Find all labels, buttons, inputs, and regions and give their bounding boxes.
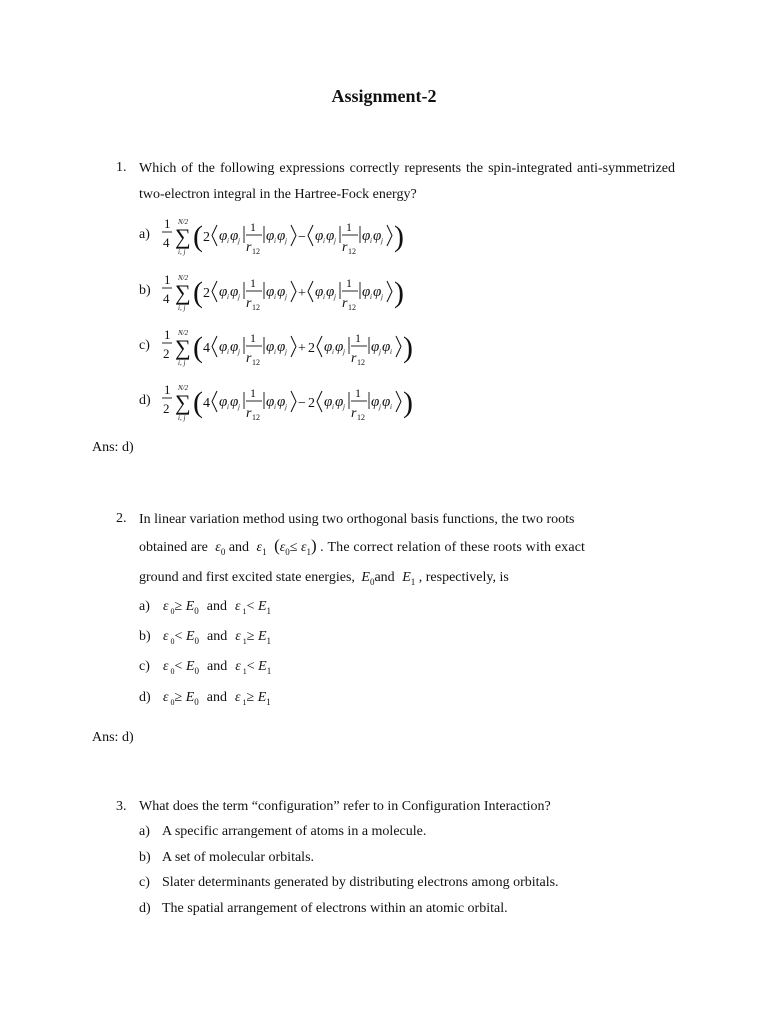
large-paren-right: ) <box>394 276 404 309</box>
summation-symbol: ∑ <box>175 224 191 249</box>
r-subscript: 12 <box>252 358 260 367</box>
phi-symbol: φ <box>315 284 324 300</box>
phi-symbol: φ <box>230 394 239 410</box>
q2-option-relation: ε $_0< E_0$ <box>163 659 199 676</box>
phi-symbol: φ <box>219 228 228 244</box>
right-angle-bracket <box>387 225 392 246</box>
phi-symbol: φ <box>315 228 324 244</box>
coefficient-1: 2 <box>203 230 210 245</box>
q3-option-text: Slater determinants generated by distributing electrons among orbitals. <box>162 875 559 890</box>
right-angle-bracket <box>396 336 401 357</box>
epsilon-0-symbol: $\varepsilon_0$ <box>215 540 226 557</box>
phi-symbol: φ <box>230 339 239 355</box>
q3-option-b <box>139 850 314 866</box>
r-subscript: 12 <box>348 303 356 312</box>
coefficient-1: 4 <box>203 341 210 356</box>
right-angle-bracket <box>291 391 296 412</box>
q2-option-label: d) <box>139 690 151 705</box>
question-1-number: 1. <box>116 160 127 175</box>
q2-respectively-text: , respectively, is <box>418 570 509 585</box>
fraction-numerator: 1 <box>250 220 256 234</box>
prefactor-numerator: 1 <box>164 272 171 287</box>
phi-index: i <box>332 348 334 356</box>
q2-option-and: and <box>207 629 228 644</box>
r-subscript: 12 <box>252 303 260 312</box>
phi-index: j <box>285 237 287 245</box>
summation-symbol: ∑ <box>175 390 191 415</box>
q3-option-text: The spatial arrangement of electrons within an atomic orbital. <box>162 901 508 916</box>
coefficient-1: 2 <box>203 286 210 301</box>
phi-index: i <box>274 403 276 411</box>
r-subscript: 12 <box>252 247 260 256</box>
q1-option-a-label: a) <box>139 227 150 242</box>
operator: + <box>298 341 306 356</box>
large-paren-right: ) <box>394 220 404 253</box>
left-angle-bracket <box>212 281 217 302</box>
phi-symbol: φ <box>266 228 275 244</box>
question-2-answer: Ans: d) <box>92 730 134 745</box>
right-angle-bracket <box>291 281 296 302</box>
q3-option-label: c) <box>139 875 150 890</box>
left-angle-bracket <box>317 336 322 357</box>
prefactor-numerator: 1 <box>164 382 171 397</box>
phi-index: j <box>381 293 383 301</box>
phi-symbol: φ <box>230 284 239 300</box>
q2-option-label: a) <box>139 599 150 614</box>
phi-index: j <box>285 293 287 301</box>
q2-option-b <box>139 629 271 646</box>
q2-option-label: c) <box>139 659 150 674</box>
q2-relation-text: . The correct relation of these roots with exact <box>320 540 586 555</box>
q3-option-label: a) <box>139 824 150 839</box>
phi-symbol: φ <box>373 284 382 300</box>
page-title: Assignment-2 <box>331 86 437 106</box>
r-symbol: r <box>351 351 357 366</box>
sum-lower-limit: i, j <box>178 414 186 422</box>
large-paren-left: ( <box>193 220 203 253</box>
q3-option-d <box>139 901 508 917</box>
fraction-numerator: 1 <box>250 276 256 290</box>
phi-symbol: φ <box>266 339 275 355</box>
right-angle-bracket <box>396 391 401 412</box>
q2-option-relation-2: ε $_1\ge E_1$ <box>235 629 271 646</box>
q3-option-c <box>139 875 559 891</box>
summation-symbol: ∑ <box>175 280 191 305</box>
phi-index: i <box>323 293 325 301</box>
r-symbol: r <box>342 240 348 255</box>
q1-option-d-label: d) <box>139 393 151 408</box>
phi-symbol: φ <box>219 394 228 410</box>
coefficient-1: 4 <box>203 396 210 411</box>
question-2-line-2 <box>139 533 675 565</box>
phi-symbol: φ <box>371 339 380 355</box>
prefactor-denominator: 2 <box>163 346 170 361</box>
r-subscript: 12 <box>357 413 365 422</box>
operator: − <box>298 230 306 245</box>
q2-ground-text: ground and first excited state energies, <box>139 570 355 585</box>
phi-index: j <box>238 237 240 245</box>
q3-option-label: d) <box>139 901 151 916</box>
r-symbol: r <box>342 296 348 311</box>
large-paren-right: ) <box>403 386 413 419</box>
phi-index: j <box>334 293 336 301</box>
phi-symbol: φ <box>219 339 228 355</box>
q1-option-d-formula <box>162 380 432 430</box>
phi-symbol: φ <box>382 394 391 410</box>
phi-index: i <box>390 348 392 356</box>
q1-option-b-formula <box>162 270 432 320</box>
r-symbol: r <box>246 351 252 366</box>
prefactor-denominator: 4 <box>163 291 170 306</box>
phi-symbol: φ <box>373 228 382 244</box>
phi-index: j <box>238 403 240 411</box>
fraction-numerator: 1 <box>250 331 256 345</box>
phi-symbol: φ <box>362 284 371 300</box>
q3-option-text: A set of molecular orbitals. <box>162 850 315 865</box>
phi-index: j <box>285 348 287 356</box>
large-paren-right: ) <box>403 331 413 364</box>
q2-option-relation: ε $_0\ge E_0$ <box>163 599 199 616</box>
question-2-line-3 <box>139 565 509 595</box>
r-symbol: r <box>246 406 252 421</box>
left-angle-bracket <box>308 225 313 246</box>
operator: − <box>298 396 306 411</box>
fraction-numerator: 1 <box>355 386 361 400</box>
left-angle-bracket <box>317 391 322 412</box>
phi-symbol: φ <box>230 228 239 244</box>
phi-index: i <box>227 348 229 356</box>
q1-option-b-label: b) <box>139 283 151 298</box>
question-2-line-1: In linear variation method using two orthogonal basis functions, the two roots <box>139 512 575 527</box>
phi-index: i <box>323 237 325 245</box>
large-paren-left: ( <box>193 386 203 419</box>
sum-lower-limit: i, j <box>178 248 186 256</box>
fraction-numerator: 1 <box>355 331 361 345</box>
sum-upper-limit: N/2 <box>178 329 189 337</box>
left-angle-bracket <box>308 281 313 302</box>
sum-upper-limit: N/2 <box>178 384 189 392</box>
q2-and-text-2: and <box>374 570 395 585</box>
phi-index: i <box>370 237 372 245</box>
summation-symbol: ∑ <box>175 335 191 360</box>
phi-symbol: φ <box>266 394 275 410</box>
q2-option-and: and <box>207 659 228 674</box>
epsilon-order-relation: $(\varepsilon_0\le \varepsilon_1)$ <box>274 536 317 557</box>
phi-symbol: φ <box>335 339 344 355</box>
sum-upper-limit: N/2 <box>178 274 189 282</box>
phi-index: i <box>227 293 229 301</box>
phi-symbol: φ <box>277 394 286 410</box>
q1-option-a-formula <box>162 214 432 264</box>
r-subscript: 12 <box>348 247 356 256</box>
q2-option-a <box>139 599 271 616</box>
phi-symbol: φ <box>335 394 344 410</box>
phi-index: i <box>370 293 372 301</box>
phi-symbol: φ <box>277 228 286 244</box>
phi-index: j <box>343 403 345 411</box>
fraction-numerator: 1 <box>346 220 352 234</box>
E1-symbol: $E_1$ <box>402 570 416 587</box>
sum-lower-limit: i, j <box>178 359 186 367</box>
coefficient-2: 2 <box>308 396 315 411</box>
phi-index: i <box>274 237 276 245</box>
phi-symbol: φ <box>277 284 286 300</box>
phi-index: j <box>379 348 381 356</box>
fraction-numerator: 1 <box>346 276 352 290</box>
phi-index: j <box>285 403 287 411</box>
E0-symbol: $E_0$ <box>361 570 375 587</box>
prefactor-denominator: 2 <box>163 401 170 416</box>
q2-option-and: and <box>206 599 227 614</box>
right-angle-bracket <box>387 281 392 302</box>
phi-symbol: φ <box>277 339 286 355</box>
q2-option-relation-2: ε $_1< E_1$ <box>235 659 272 676</box>
left-angle-bracket <box>212 391 217 412</box>
sum-upper-limit: N/2 <box>178 218 189 226</box>
r-symbol: r <box>351 406 357 421</box>
phi-index: j <box>379 403 381 411</box>
phi-symbol: φ <box>324 339 333 355</box>
question-2-number: 2. <box>116 511 127 526</box>
q2-option-c <box>139 659 271 676</box>
phi-symbol: φ <box>324 394 333 410</box>
r-subscript: 12 <box>252 413 260 422</box>
phi-index: i <box>227 237 229 245</box>
left-angle-bracket <box>212 336 217 357</box>
phi-symbol: φ <box>362 228 371 244</box>
phi-index: i <box>227 403 229 411</box>
phi-index: i <box>274 348 276 356</box>
fraction-numerator: 1 <box>250 386 256 400</box>
phi-index: j <box>238 348 240 356</box>
question-1-text: Which of the following expressions correctly represents the spin-integrated anti-symmetrized two-electron integral in the Hartree-Fock energy? <box>139 161 675 202</box>
phi-index: i <box>274 293 276 301</box>
question-1-answer: Ans: d) <box>92 440 134 455</box>
phi-index: j <box>343 348 345 356</box>
prefactor-numerator: 1 <box>164 216 171 231</box>
q2-option-relation: ε $_0< E_0$ <box>163 629 199 646</box>
operator: + <box>298 286 306 301</box>
phi-symbol: φ <box>266 284 275 300</box>
coefficient-2: 2 <box>308 341 315 356</box>
epsilon-1-symbol: $\varepsilon_1$ <box>256 540 267 557</box>
q2-option-label: b) <box>139 629 151 644</box>
prefactor-denominator: 4 <box>163 235 170 250</box>
phi-index: j <box>381 237 383 245</box>
right-angle-bracket <box>291 336 296 357</box>
phi-index: i <box>390 403 392 411</box>
q1-option-c-label: c) <box>139 338 150 353</box>
phi-index: i <box>332 403 334 411</box>
phi-symbol: φ <box>326 284 335 300</box>
q3-option-text: A specific arrangement of atoms in a molecule. <box>162 824 427 839</box>
question-3-text: What does the term “configuration” refer to in Configuration Interaction? <box>139 799 551 814</box>
phi-index: j <box>334 237 336 245</box>
q1-option-c-formula <box>162 325 432 375</box>
q2-option-relation-2: ε $_1< E_1$ <box>235 599 271 616</box>
phi-symbol: φ <box>371 394 380 410</box>
q2-and-text: and <box>228 540 250 555</box>
q2-option-and: and <box>206 690 227 705</box>
phi-index: j <box>238 293 240 301</box>
large-paren-left: ( <box>193 276 203 309</box>
r-symbol: r <box>246 296 252 311</box>
question-3-number: 3. <box>116 799 127 814</box>
q2-option-relation: ε $_0\ge E_0$ <box>163 690 199 707</box>
large-paren-left: ( <box>193 331 203 364</box>
left-angle-bracket <box>212 225 217 246</box>
q2-obtained-text: obtained are <box>139 540 208 555</box>
phi-symbol: φ <box>382 339 391 355</box>
q2-option-relation-2: ε $_1\ge E_1$ <box>235 690 271 707</box>
phi-symbol: φ <box>326 228 335 244</box>
prefactor-numerator: 1 <box>164 327 171 342</box>
right-angle-bracket <box>291 225 296 246</box>
sum-lower-limit: i, j <box>178 304 186 312</box>
r-subscript: 12 <box>357 358 365 367</box>
r-symbol: r <box>246 240 252 255</box>
phi-symbol: φ <box>219 284 228 300</box>
q2-option-d <box>139 690 271 707</box>
q3-option-label: b) <box>139 850 151 865</box>
q3-option-a <box>139 824 426 840</box>
